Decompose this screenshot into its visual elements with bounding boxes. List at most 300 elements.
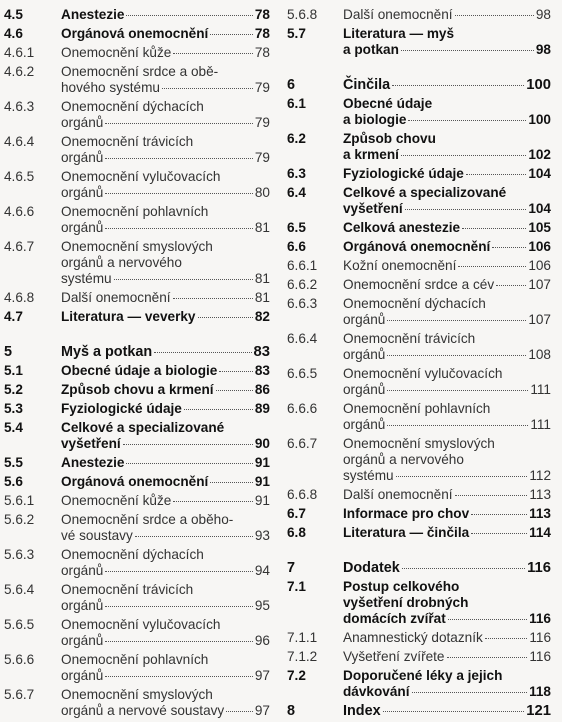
title-text: Index xyxy=(343,703,381,719)
title-text: orgánů xyxy=(61,185,104,200)
toc-entry xyxy=(4,547,270,582)
section-number: 5.6.1 xyxy=(4,493,35,508)
title-line xyxy=(343,468,551,484)
toc-entry xyxy=(4,363,270,382)
section-title xyxy=(61,7,270,23)
title-line xyxy=(61,382,270,398)
section-number: 7.1.1 xyxy=(287,630,318,645)
dot-leader xyxy=(126,15,252,16)
title-text: Onemocnění trávicích xyxy=(61,582,194,597)
section-title xyxy=(343,630,551,646)
toc-entry xyxy=(4,239,270,290)
title-line xyxy=(343,630,551,646)
title-line xyxy=(343,684,551,700)
toc-entry xyxy=(287,166,551,185)
page-number: 114 xyxy=(529,525,551,540)
dot-leader xyxy=(126,463,252,464)
toc-entry xyxy=(4,512,270,547)
dot-leader xyxy=(496,285,526,286)
page-number: 91 xyxy=(254,455,270,470)
title-text: Obecné údaje a biologie xyxy=(61,363,218,378)
section-number: 5.6.6 xyxy=(4,652,35,667)
page-number: 95 xyxy=(254,598,270,613)
title-line xyxy=(61,703,270,719)
section-title xyxy=(343,96,551,128)
title-text: Orgánová onemocnění xyxy=(61,474,209,489)
section-number: 5.1 xyxy=(4,363,23,378)
toc-entry xyxy=(4,26,270,45)
title-text: Celkové a specializované xyxy=(61,420,225,435)
section-number: 7 xyxy=(287,560,296,576)
toc-entry xyxy=(4,169,270,204)
dot-leader xyxy=(455,495,528,496)
page-number: 98 xyxy=(535,42,551,57)
section-title xyxy=(343,131,551,163)
section-number: 4.6 xyxy=(4,26,23,41)
title-line xyxy=(343,506,551,522)
dot-leader xyxy=(173,501,253,502)
section-title xyxy=(343,185,551,217)
section-number: 6.6.3 xyxy=(287,296,318,311)
title-line xyxy=(61,220,270,236)
section-number: 6.1 xyxy=(287,96,306,111)
page-number: 79 xyxy=(254,115,270,130)
title-line xyxy=(343,668,551,684)
title-line xyxy=(343,277,551,293)
page-number: 113 xyxy=(529,506,551,521)
dot-leader xyxy=(387,355,526,356)
page-number: 106 xyxy=(528,239,551,254)
title-line xyxy=(61,401,270,417)
title-line xyxy=(61,255,270,271)
title-line xyxy=(343,331,551,347)
section-title xyxy=(61,401,270,417)
toc-column-left xyxy=(4,7,270,722)
title-line xyxy=(61,493,270,509)
title-text: Onemocnění trávicích xyxy=(343,331,476,346)
toc-entry xyxy=(4,382,270,401)
title-text: Onemocnění dýchacích xyxy=(61,547,204,562)
toc-entry xyxy=(287,131,551,166)
section-number: 4.6.7 xyxy=(4,239,35,254)
section-number: 8 xyxy=(287,703,296,719)
section-title xyxy=(61,290,270,306)
title-text: Orgánová onemocnění xyxy=(343,239,491,254)
title-line xyxy=(61,547,270,563)
toc-entry xyxy=(287,239,551,258)
title-text: Obecné údaje xyxy=(343,96,433,111)
section-title xyxy=(61,474,270,490)
title-text: orgánů xyxy=(343,347,386,362)
section-number: 4.6.1 xyxy=(4,45,35,60)
page-number: 116 xyxy=(529,611,551,626)
section-title xyxy=(61,45,270,61)
title-text: Onemocnění smyslových xyxy=(61,687,213,702)
section-number: 7.1 xyxy=(287,579,306,594)
dot-leader xyxy=(114,279,253,280)
title-line xyxy=(61,512,270,528)
section-title xyxy=(61,204,270,236)
title-line xyxy=(61,150,270,166)
toc-entry xyxy=(4,344,270,363)
dot-leader xyxy=(466,174,526,175)
section-title xyxy=(343,26,551,58)
toc-entry xyxy=(4,455,270,474)
toc-entry xyxy=(4,7,270,26)
title-text: a potkan xyxy=(343,42,399,57)
title-text: Onemocnění srdce a obě- xyxy=(61,64,219,79)
toc-entry xyxy=(287,26,551,61)
title-line xyxy=(61,45,270,61)
title-line xyxy=(343,42,551,58)
section-number: 4.6.8 xyxy=(4,290,35,305)
title-text: Dodatek xyxy=(343,560,400,576)
section-number: 5.6.5 xyxy=(4,617,35,632)
title-line xyxy=(343,96,551,112)
dot-leader xyxy=(392,85,524,86)
dot-leader xyxy=(492,247,526,248)
title-text: Doporučené léky a jejich xyxy=(343,668,503,683)
section-number: 6.8 xyxy=(287,525,306,540)
page-number: 81 xyxy=(254,290,270,305)
section-title xyxy=(343,579,551,627)
toc-entry xyxy=(287,277,551,296)
section-title xyxy=(343,401,551,433)
dot-leader xyxy=(173,298,253,299)
section-number: 5.3 xyxy=(4,401,23,416)
section-number: 5.6.2 xyxy=(4,512,35,527)
section-title xyxy=(61,512,270,544)
title-text: orgánů xyxy=(61,668,104,683)
title-text: Informace pro chov xyxy=(343,506,470,521)
title-line xyxy=(343,26,551,42)
page-number: 91 xyxy=(254,493,270,508)
title-line xyxy=(61,309,270,325)
toc-entry xyxy=(4,401,270,420)
section-title xyxy=(343,258,551,274)
page-number: 108 xyxy=(528,347,551,362)
title-line xyxy=(343,417,551,433)
section-title xyxy=(343,525,551,541)
dot-leader xyxy=(105,123,253,124)
title-text: dávkování xyxy=(343,684,410,699)
section-title xyxy=(343,296,551,328)
title-text: Další onemocnění xyxy=(343,7,453,22)
title-line xyxy=(343,401,551,417)
section-number: 6.7 xyxy=(287,506,306,521)
section-number: 5.6.3 xyxy=(4,547,35,562)
dot-leader xyxy=(401,155,526,156)
page-number: 102 xyxy=(528,147,551,162)
title-text: domácích zvířat xyxy=(343,611,446,626)
page-number: 93 xyxy=(254,528,270,543)
title-line xyxy=(61,598,270,614)
title-text: orgánů xyxy=(343,417,386,432)
toc-entry xyxy=(4,64,270,99)
toc-entry xyxy=(4,309,270,328)
dot-leader xyxy=(210,34,253,35)
toc-entry xyxy=(287,96,551,131)
section-number: 6.3 xyxy=(287,166,306,181)
dot-leader xyxy=(387,425,528,426)
toc-entry xyxy=(4,652,270,687)
title-text: orgánů xyxy=(343,382,386,397)
section-title xyxy=(61,309,270,325)
section-title xyxy=(61,344,270,360)
section-number: 4.6.4 xyxy=(4,134,35,149)
title-line xyxy=(61,185,270,201)
page-number: 98 xyxy=(535,7,551,22)
title-line xyxy=(61,26,270,42)
toc-entry xyxy=(287,579,551,630)
title-line xyxy=(343,201,551,217)
page-number: 83 xyxy=(254,363,270,378)
title-text: vyšetření drobných xyxy=(343,595,469,610)
dot-leader xyxy=(405,209,527,210)
section-number: 7.2 xyxy=(287,668,306,683)
page-number: 81 xyxy=(254,271,270,286)
toc-entry xyxy=(287,436,551,487)
title-text: Onemocnění smyslových xyxy=(343,436,495,451)
title-text: orgánů a nervového xyxy=(61,255,182,270)
dot-leader xyxy=(402,568,525,569)
page-number: 100 xyxy=(528,112,551,127)
title-line xyxy=(61,7,270,23)
title-text: Celkové a specializované xyxy=(343,185,507,200)
dot-leader xyxy=(219,371,253,372)
section-title xyxy=(343,277,551,293)
title-text: Orgánová onemocnění xyxy=(61,26,209,41)
title-text: Další onemocnění xyxy=(343,487,453,502)
toc-entry xyxy=(287,649,551,668)
title-line xyxy=(343,112,551,128)
title-text: Celková anestezie xyxy=(343,220,461,235)
page-number: 104 xyxy=(528,166,551,181)
toc-entry xyxy=(287,7,551,26)
section-number: 4.5 xyxy=(4,7,23,22)
section-title xyxy=(343,668,551,700)
title-line xyxy=(61,474,270,490)
title-line xyxy=(343,147,551,163)
title-text: Způsob chovu xyxy=(343,131,436,146)
title-line xyxy=(343,611,551,627)
page-number: 105 xyxy=(528,220,551,235)
section-number: 5.6.4 xyxy=(4,582,35,597)
page-number: 78 xyxy=(254,45,270,60)
toc-entry xyxy=(287,487,551,506)
dot-leader xyxy=(383,711,525,712)
toc-entry xyxy=(287,630,551,649)
title-text: hového systému xyxy=(61,80,160,95)
page-number: 107 xyxy=(528,312,551,327)
title-text: orgánů xyxy=(61,633,104,648)
dot-leader xyxy=(105,606,253,607)
title-line xyxy=(61,80,270,96)
title-line xyxy=(61,363,270,379)
title-line xyxy=(343,7,551,23)
title-line xyxy=(343,649,551,665)
title-text: orgánů xyxy=(61,598,104,613)
title-text: Fyziologické údaje xyxy=(61,401,182,416)
section-number: 6.6.5 xyxy=(287,366,318,381)
title-line xyxy=(343,382,551,398)
title-line xyxy=(343,366,551,382)
dot-leader xyxy=(123,444,253,445)
toc-entry xyxy=(287,668,551,703)
section-title xyxy=(61,582,270,614)
page-number: 100 xyxy=(526,77,551,93)
section-number: 6.6.2 xyxy=(287,277,318,292)
section-number: 5.2 xyxy=(4,382,23,397)
title-text: Onemocnění pohlavních xyxy=(343,401,491,416)
toc-entry xyxy=(287,401,551,436)
title-line xyxy=(61,652,270,668)
title-text: Onemocnění vylučovacích xyxy=(61,169,221,184)
section-number: 6.6.7 xyxy=(287,436,318,451)
page-number: 80 xyxy=(254,185,270,200)
title-line xyxy=(343,77,551,93)
page-number: 118 xyxy=(529,684,551,699)
toc-entry xyxy=(4,617,270,652)
title-text: orgánů a nervového xyxy=(343,452,464,467)
title-text: Onemocnění trávicích xyxy=(61,134,194,149)
section-title xyxy=(343,487,551,503)
dot-leader xyxy=(162,88,253,89)
page-number: 97 xyxy=(254,703,270,718)
page-number: 111 xyxy=(530,382,551,397)
dot-leader xyxy=(408,120,526,121)
section-title xyxy=(343,506,551,522)
dot-leader xyxy=(135,536,253,537)
title-text: systému xyxy=(61,271,112,286)
section-title xyxy=(343,220,551,236)
title-text: Fyziologické údaje xyxy=(343,166,464,181)
title-text: Onemocnění dýchacích xyxy=(61,99,204,114)
section-number: 7.1.2 xyxy=(287,649,318,664)
title-line xyxy=(343,436,551,452)
dot-leader xyxy=(485,638,528,639)
section-number: 4.6.2 xyxy=(4,64,35,79)
toc-entry xyxy=(287,703,551,722)
title-line xyxy=(343,703,551,719)
title-line xyxy=(343,347,551,363)
section-title xyxy=(343,560,551,576)
dot-leader xyxy=(396,476,528,477)
title-text: Postup celkového xyxy=(343,579,460,594)
toc-entry xyxy=(4,474,270,493)
title-text: Onemocnění dýchacích xyxy=(343,296,486,311)
title-line xyxy=(61,99,270,115)
page-number: 113 xyxy=(529,487,551,502)
page-number: 79 xyxy=(254,150,270,165)
page-number: 78 xyxy=(254,7,270,22)
title-text: Vyšetření zvířete xyxy=(343,649,445,664)
title-text: vyšetření xyxy=(343,201,403,216)
title-text: vyšetření xyxy=(61,436,121,451)
title-line xyxy=(343,525,551,541)
page-number: 81 xyxy=(254,220,270,235)
page-number: 79 xyxy=(254,80,270,95)
title-line xyxy=(343,579,551,595)
dot-leader xyxy=(105,193,253,194)
toc-entry xyxy=(287,185,551,220)
title-line xyxy=(343,595,551,611)
page-number: 107 xyxy=(528,277,551,292)
title-line xyxy=(343,312,551,328)
title-text: Anamnestický dotazník xyxy=(343,630,483,645)
toc-entry xyxy=(287,366,551,401)
section-title xyxy=(61,363,270,379)
section-title xyxy=(61,134,270,166)
dot-leader xyxy=(471,533,527,534)
section-title xyxy=(61,420,270,452)
title-text: systému xyxy=(343,468,394,483)
section-title xyxy=(61,169,270,201)
page-number: 94 xyxy=(254,563,270,578)
section-number: 4.6.6 xyxy=(4,204,35,219)
dot-leader xyxy=(448,619,527,620)
toc-entry xyxy=(287,77,551,96)
page-number: 78 xyxy=(254,26,270,41)
title-line xyxy=(343,258,551,274)
title-text: vé soustavy xyxy=(61,528,133,543)
toc-entry xyxy=(287,220,551,239)
dot-leader xyxy=(455,15,534,16)
title-text: Onemocnění pohlavních xyxy=(61,204,209,219)
title-text: Literatura — činčila xyxy=(343,525,470,540)
dot-leader xyxy=(154,352,251,353)
page-number: 116 xyxy=(529,630,551,645)
section-title xyxy=(343,331,551,363)
title-line xyxy=(343,560,551,576)
title-text: Anestezie xyxy=(61,7,125,22)
title-line xyxy=(61,563,270,579)
page-number: 121 xyxy=(526,703,551,719)
title-text: Další onemocnění xyxy=(61,290,171,305)
section-title xyxy=(343,166,551,182)
title-text: Způsob chovu a krmení xyxy=(61,382,214,397)
page-number: 97 xyxy=(254,668,270,683)
title-line xyxy=(61,134,270,150)
toc-entry xyxy=(287,506,551,525)
page-number: 82 xyxy=(254,309,270,324)
dot-leader xyxy=(458,266,526,267)
title-line xyxy=(61,344,270,360)
title-text: orgánů xyxy=(61,563,104,578)
section-title xyxy=(343,77,551,93)
dot-leader xyxy=(387,320,526,321)
section-number: 6.6.6 xyxy=(287,401,318,416)
title-text: Kožní onemocnění xyxy=(343,258,457,273)
section-number: 5.6.8 xyxy=(287,7,318,22)
section-number: 5.7 xyxy=(287,26,306,41)
toc-entry xyxy=(287,296,551,331)
dot-leader xyxy=(173,53,253,54)
title-line xyxy=(61,617,270,633)
dot-leader xyxy=(462,228,526,229)
dot-leader xyxy=(105,158,253,159)
title-text: orgánů xyxy=(61,220,104,235)
title-line xyxy=(61,64,270,80)
toc-entry xyxy=(287,525,551,544)
section-number: 4.6.5 xyxy=(4,169,35,184)
section-number: 6.5 xyxy=(287,220,306,235)
page-number: 96 xyxy=(254,633,270,648)
page-number: 83 xyxy=(253,344,270,360)
dot-leader xyxy=(105,641,253,642)
section-number: 6.4 xyxy=(287,185,306,200)
title-text: Onemocnění srdce a oběho- xyxy=(61,512,234,527)
